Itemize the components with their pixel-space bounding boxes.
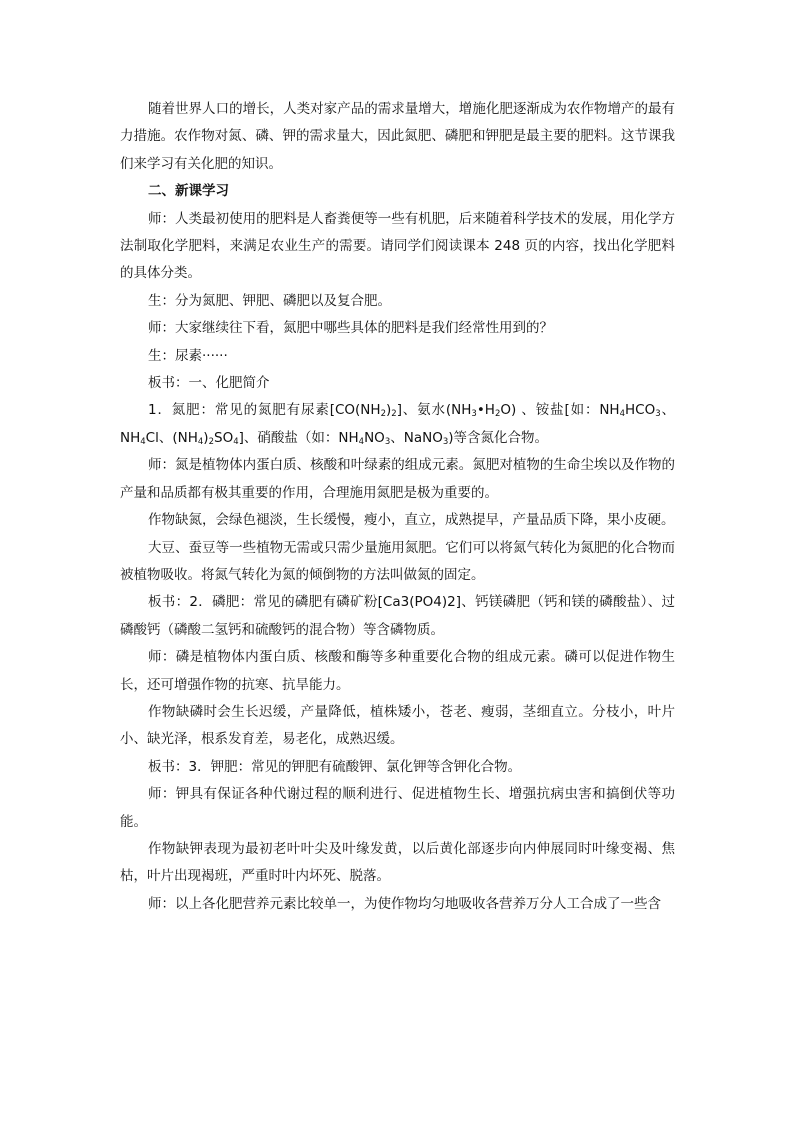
document-page (120, 96, 675, 918)
teacher-paragraph: 师：钾具有保证各种代谢过程的顺利进行、促进植物生长、增强抗病虫害和搞倒伏等功能。 (120, 786, 675, 830)
body-paragraph: 作物缺氮，会绿色褪淡，生长缓慢，瘦小，直立，成熟提早，产量品质下降，果小皮硬。 (148, 512, 675, 529)
teacher-paragraph: 师：人类最初使用的肥料是人畜粪便等一些有机肥，后来随着科学技术的发展，用化学方法制取化学肥料，来满足农业生产的需要。请同学们阅读课本 248 页的内容，找出化学肥料的具体分类。 (120, 210, 675, 282)
body-paragraph: 作物缺磷时会生长迟缓，产量降低，植株矮小，苍老、瘦弱，茎细直立。分枝小，叶片小、缺光泽，根系发育差，易老化，成熟迟缓。 (120, 703, 675, 748)
nitrogen-fertilizer-paragraph: 1．氮肥：常见的氮肥有尿素$[CO(NH_2)_2]$、氨水$(NH_3•H_2O)$ 、铵盐[如：$NH_4HCO_3$、$NH_4Cl$、$(NH_4)_2SO_4$]、硝酸盐（如：$NH_4NO_3$、NaNO$_3$)等含氮化合物。 (120, 402, 675, 447)
board-note: 板书：一、化肥简介 (148, 375, 270, 392)
student-paragraph: 生：尿素······ (148, 347, 228, 364)
board-note: 板书：3．钾肥：常见的钾肥有硫酸钾、氯化钾等含钾化合物。 (148, 758, 522, 775)
body-paragraph: 大豆、蚕豆等一些植物无需或只需少量施用氮肥。它们可以将氮气转化为氮肥的化合物而被植物吸收。将氮气转化为氮的倾倒物的方法叫做氮的固定。 (120, 539, 675, 583)
teacher-paragraph: 师：氮是植物体内蛋白质、核酸和叶绿素的组成元素。氮肥对植物的生命尘埃以及作物的产量和品质都有极其重要的作用，合理施用氮肥是极为重要的。 (120, 457, 675, 501)
section-heading: 二、新课学习 (148, 183, 229, 200)
student-paragraph: 生：分为氮肥、钾肥、磷肥以及复合肥。 (148, 292, 391, 309)
teacher-paragraph: 师：大家继续往下看，氮肥中哪些具体的肥料是我们经常性用到的？ (148, 320, 553, 337)
intro-paragraph: 随着世界人口的增长，人类对家产品的需求量增大，增施化肥逐渐成为农作物增产的最有力措施。农作物对氮、磷、钾的需求量大，因此氮肥、磷肥和钾肥是最主要的肥料。这节课我们来学习有关化肥的知识。 (120, 101, 675, 172)
teacher-paragraph: 师：磷是植物体内蛋白质、核酸和酶等多种重要化合物的组成元素。磷可以促进作物生长，还可增强作物的抗寒、抗旱能力。 (120, 649, 675, 693)
board-note: 板书：2．磷肥：常见的磷肥有磷矿粉[Ca3(PO4)2]、钙镁磷肥（钙和镁的磷酸盐）、过磷酸钙（磷酸二氢钙和硫酸钙的混合物）等含磷物质。 (120, 594, 675, 638)
body-paragraph: 作物缺钾表现为最初老叶叶尖及叶缘发黄，以后黄化部逐步向内伸展同时叶缘变褐、焦枯，叶片出现褐班，严重时叶内坏死、脱落。 (120, 840, 675, 885)
teacher-paragraph: 师：以上各化肥营养元素比较单一，为使作物均匀地吸收各营养万分人工合成了一些含 (148, 895, 661, 912)
